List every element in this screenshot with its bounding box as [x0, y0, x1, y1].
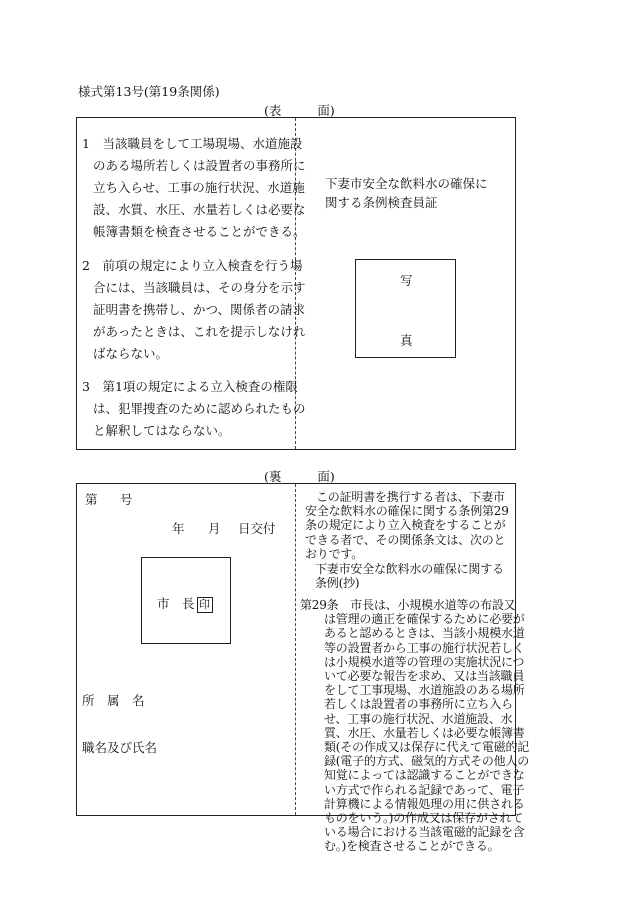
seal-mark: 印 — [197, 597, 213, 613]
front-clause-2 — [82, 255, 306, 365]
front-side-label-open: (表 — [264, 103, 282, 118]
article-29-text-line: 等の設置者から工事の施行状況若しく — [324, 640, 525, 655]
affiliation-label: 所 属 名 — [82, 693, 145, 708]
card-title-line-2: 関する条例検査員証 — [325, 195, 438, 210]
intro-text-line: 安全な飲料水の確保に関する条例第29 — [305, 504, 509, 519]
card-title-line-1: 下妻市安全な飲料水の確保に — [325, 176, 488, 191]
ordinance-title — [315, 562, 504, 590]
photo-label-bottom: 真 — [400, 333, 413, 348]
front-clause-2-line: 合には、当該職員は、その身分を示す — [93, 280, 306, 295]
front-clause-2-line: 2 前項の規定により立入検査を行う場 — [82, 258, 303, 273]
front-clause-2-line: ばならない。 — [93, 346, 169, 361]
article-29-text-line: は管理の適正を確保するために必要が — [324, 612, 525, 627]
date-year: 年 — [172, 521, 185, 536]
date-issue: 日交付 — [238, 521, 276, 536]
front-clause-1-line: 設、水質、水圧、水量若しくは必要な — [93, 202, 306, 217]
intro-text-line: できる者で、その関係条文は、次のと — [305, 532, 506, 547]
front-side-label-close: 面) — [317, 103, 335, 118]
article-29-text-line: あると認めるときは、当該小規模水道 — [324, 626, 525, 641]
intro-text-line: おりです。 — [305, 546, 364, 561]
article-29-text-line: 若しくは設置者の事務所に立ち入ら — [324, 697, 513, 712]
title-name-label: 職名及び氏名 — [82, 740, 158, 755]
article-29-text-line: いて必要な報告を求め、又は当該職員 — [324, 669, 525, 684]
intro-text — [305, 490, 509, 561]
photo-label-top: 写 — [400, 273, 413, 288]
front-clause-1-line: のある場所若しくは設置者の事務所に — [93, 158, 306, 173]
article-29-text-line: 第29条 市長は、小規模水道等の布設又 — [300, 598, 516, 612]
article-29-text-line: 質、水圧、水量若しくは必要な帳簿書 — [324, 725, 525, 740]
front-clause-3-line: は、犯罪捜査のために認められたもの — [93, 401, 306, 416]
article-29-text-line: 録(電子的方式、磁気的方式その他人の — [324, 754, 530, 769]
article-29-text-line: い方式で作られる記録であって、電子 — [324, 782, 525, 797]
ordinance-title-line: 条例(抄) — [315, 576, 360, 591]
article-29-text-line: む。)を検査させることができる。 — [324, 839, 500, 854]
number-suffix: 号 — [120, 492, 133, 507]
front-clause-1-line: 立ち入らせ、工事の施行状況、水道施 — [93, 180, 305, 195]
front-clause-3-line: 3 第1項の規定による立入検査の権限 — [82, 379, 298, 394]
intro-text-line: 条の規定により立入検査をすることが — [305, 518, 506, 533]
ordinance-title-line: 下妻市安全な飲料水の確保に関する — [315, 562, 504, 576]
seal-label — [157, 594, 213, 613]
intro-text-line: この証明書を携行する者は、下妻市 — [316, 490, 505, 504]
front-clause-3-line: と解釈してはならない。 — [93, 423, 231, 438]
back-side-label-close: 面) — [317, 469, 335, 484]
seal-text: 市 長 — [157, 596, 195, 611]
article-29-text-line: いる場合における当該電磁的記録を含 — [324, 825, 525, 840]
article-29-text-line: は小規模水道等の管理の実施状況につ — [324, 654, 525, 669]
article-29-text — [300, 598, 529, 854]
front-clause-2-line: 証明書を携帯し、かつ、関係者の請求 — [93, 302, 306, 317]
front-clause-1-line: 1 当該職員をして工場現場、水道施設 — [82, 136, 303, 151]
article-29-text-line: ものをいう。)の作成又は保存がされて — [324, 811, 524, 826]
article-29-text-line: 知覚によっては認識することができな — [324, 768, 525, 783]
back-side-label-open: (裏 — [264, 469, 282, 484]
front-clause-2-line: があったときは、これを提示しなけれ — [93, 324, 306, 339]
article-29-text-line: せ、工事の施行状況、水道施設、水 — [324, 711, 513, 726]
date-month: 月 — [208, 521, 221, 536]
article-29-text-line: 計算機による情報処理の用に供される — [324, 796, 525, 811]
back-divider — [295, 484, 296, 815]
card-title — [325, 174, 488, 212]
number-label: 第 — [85, 492, 98, 507]
form-number: 様式第13号(第19条関係) — [78, 84, 220, 99]
front-clause-3 — [82, 376, 306, 442]
front-clause-1 — [82, 133, 306, 243]
article-29-text-line: をして工事現場、水道施設のある場所 — [324, 683, 525, 698]
article-29-text-line: 類(その作成又は保存に代えて電磁的記 — [324, 740, 530, 755]
front-clause-1-line: 帳簿書類を検査させることができる。 — [93, 224, 306, 239]
